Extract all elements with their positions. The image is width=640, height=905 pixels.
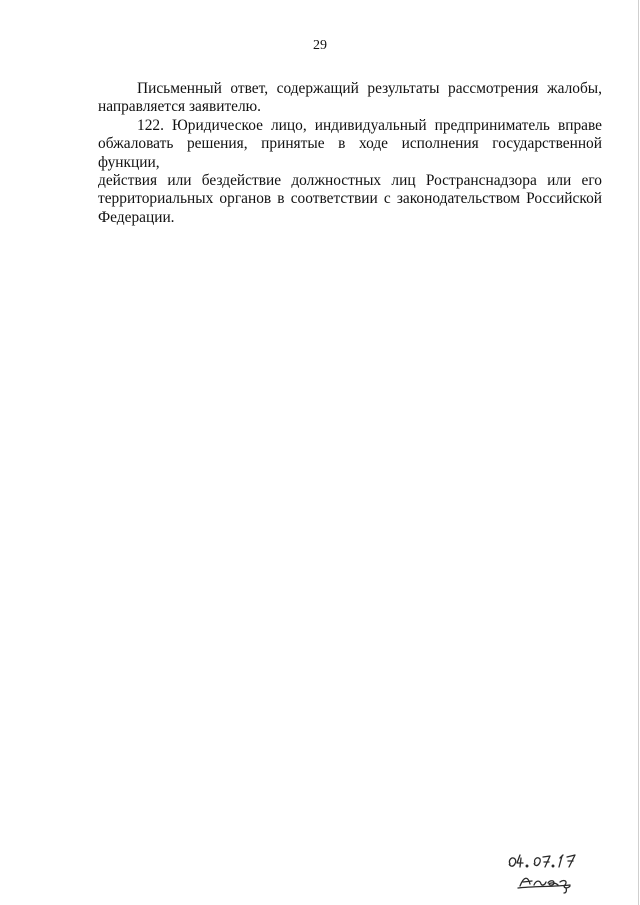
handwritten-mark (506, 852, 602, 894)
paragraph-line (98, 80, 602, 98)
paragraph-line-text: Письменный ответ, содержащий результаты рассмотрения жалобы, (137, 80, 602, 97)
page-number: 29 (313, 38, 327, 53)
handwritten-date-and-initials (506, 852, 602, 894)
paragraph-line: действия или бездействие должностных лиц Ространснадзора или его (98, 172, 602, 190)
paragraph-line: Федерации. (98, 208, 175, 226)
paragraph-line: территориальных органов в соответствии с законодательством Российской (98, 190, 602, 208)
paragraph-line: направляется заявителю. (98, 98, 262, 116)
paragraph-response (98, 80, 602, 117)
scan-edge-line (638, 0, 639, 905)
paragraph-122 (98, 117, 602, 227)
document-body (98, 80, 602, 227)
paragraph-line (98, 117, 602, 135)
paragraph-line-text: 122. Юридическое лицо, индивидуальный предприниматель вправе (137, 116, 602, 134)
paragraph-line: обжаловать решения, принятые в ходе исполнения государственной функции, (98, 135, 602, 171)
